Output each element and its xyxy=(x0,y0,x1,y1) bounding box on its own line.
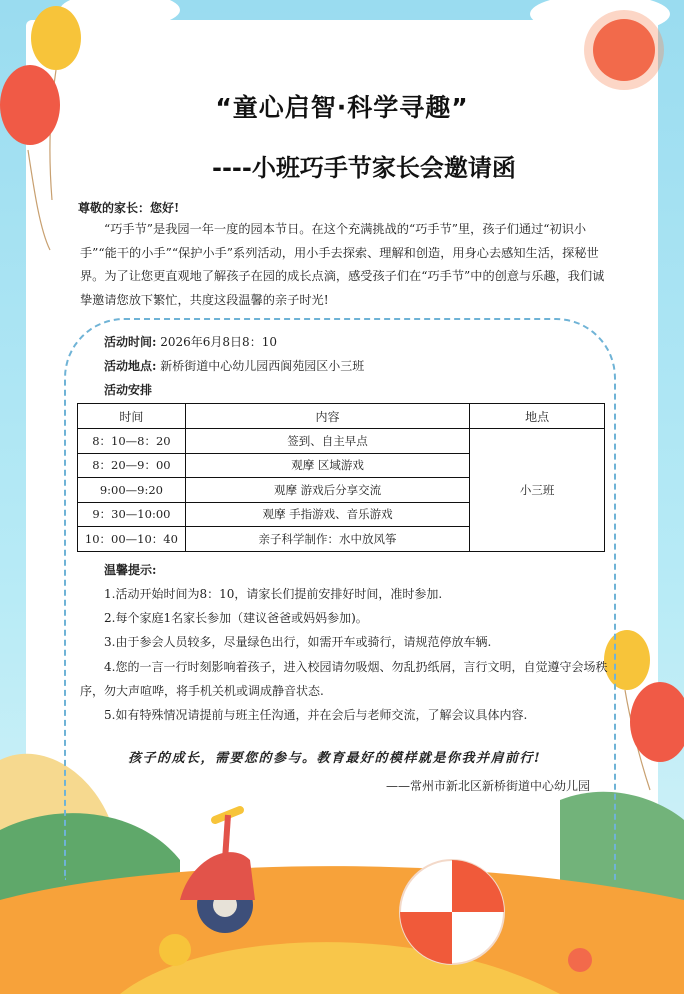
row-content: 观摩 手指游戏、音乐游戏 xyxy=(185,502,469,527)
event-time-value: 2026年6月8日8：10 xyxy=(156,335,277,349)
header-content: 内容 xyxy=(185,404,469,429)
tip-item: 5.如有特殊情况请提前与班主任沟通，并在会后与老师交流，了解会议具体内容. xyxy=(104,708,528,723)
greeting: 尊敬的家长：您好! xyxy=(78,201,180,215)
header-time: 时间 xyxy=(78,404,186,429)
event-time-label: 活动时间: xyxy=(104,335,157,349)
tips-list xyxy=(80,582,610,727)
header-location: 地点 xyxy=(470,404,605,429)
event-schedule-label: 活动安排 xyxy=(104,383,153,397)
sun-icon xyxy=(593,19,655,81)
slogan: 孩子的成长，需要您的参与。教育最好的模样就是你我并肩前行! xyxy=(128,751,542,766)
schedule-table xyxy=(77,403,605,552)
tips-title: 温馨提示: xyxy=(104,563,157,577)
row-time: 8：20—9：00 xyxy=(78,453,186,478)
event-place-value: 新桥街道中心幼儿园西阆苑园区小三班 xyxy=(156,359,365,373)
row-content: 观摩 游戏后分享交流 xyxy=(185,478,469,503)
event-place-label: 活动地点: xyxy=(104,359,157,373)
tip-item: 3.由于参会人员较多，尽量绿色出行，如需开车或骑行，请规范停放车辆. xyxy=(104,635,492,650)
row-content: 亲子科学制作：水中放风筝 xyxy=(185,527,469,552)
intro-paragraph: “巧手节”是我园一年一度的园本节日。在这个充满挑战的“巧手节”里，孩子们通过“初识小手”“能干的小手”“保护小手”系列活动，用小手去探索、理解和创造，用身心去感知生活，探秘世界。为了让您更直观地了解孩子在园的成长点滴，感受孩子们在“巧手节”中的创意与乐趣，我们诚挚邀请您放下繁忙，共度这段温馨的亲子时光! xyxy=(80,222,605,307)
row-content: 签到、自主早点 xyxy=(185,429,469,454)
tip-item: 4.您的一言一行时刻影响着孩子，进入校园请勿吸烟、勿乱扔纸屑，言行文明，自觉遵守会场秩序，勿大声喧哗，将手机关机或调成静音状态. xyxy=(80,659,608,698)
invitation-title: “童心启智·科学寻趣” xyxy=(215,93,469,122)
tip-item: 2.每个家庭1名家长参加（建议爸爸或妈妈参加)。 xyxy=(104,611,368,626)
flower-icon xyxy=(159,934,191,966)
row-time: 9:00—9:20 xyxy=(78,478,186,503)
event-schedule-heading xyxy=(104,381,152,398)
event-place xyxy=(104,357,364,374)
table-header-row xyxy=(78,404,605,429)
row-location: 小三班 xyxy=(470,429,605,552)
row-time: 9：30—10:00 xyxy=(78,502,186,527)
balloon-string-icon xyxy=(28,150,50,250)
yellow-balloon-icon xyxy=(31,6,81,70)
flower-icon xyxy=(568,948,592,972)
table-row xyxy=(78,429,605,454)
event-time xyxy=(104,333,277,350)
tip-item: 1.活动开始时间为8：10，请家长们提前安排好时间，准时参加. xyxy=(104,587,443,601)
invitation-subtitle: ----小班巧手节家长会邀请函 xyxy=(212,154,516,182)
row-time: 8：10—8：20 xyxy=(78,429,186,454)
row-content: 观摩 区域游戏 xyxy=(185,453,469,478)
signature: ——常州市新北区新桥街道中心幼儿园 xyxy=(386,779,591,793)
row-time: 10：00—10：40 xyxy=(78,527,186,552)
